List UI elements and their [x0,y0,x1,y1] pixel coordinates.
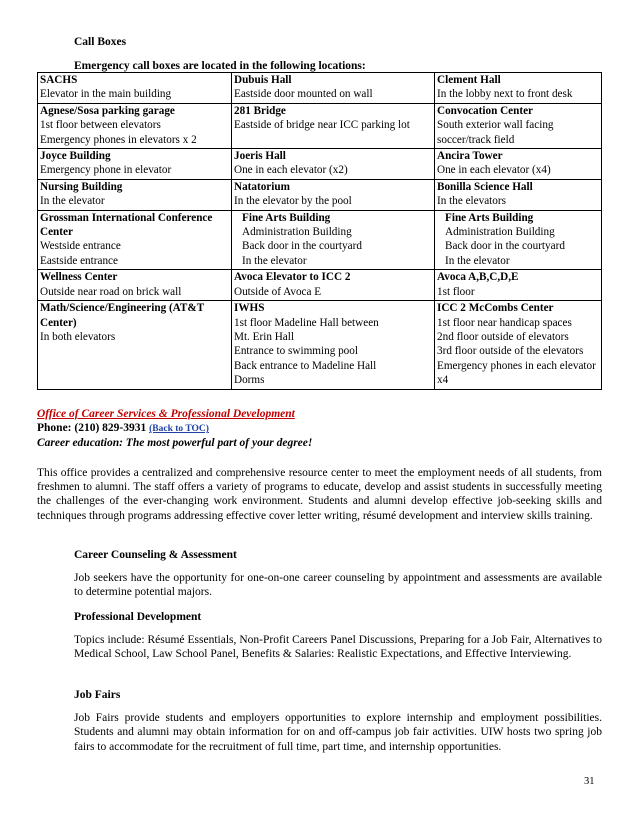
location-detail: Eastside door mounted on wall [234,88,373,101]
location-detail: Administration Building [242,226,352,239]
section-text: Job seekers have the opportunity for one-on-one career counseling by appointment and assessments are available to determine potential majors. [74,572,602,599]
location-name: Joeris Hall [234,150,286,163]
call-box-cell [38,73,232,104]
location-name: Avoca Elevator to ICC 2 [234,271,351,284]
location-name: Avoca A,B,C,D,E [437,271,519,284]
call-box-cell [232,210,435,270]
office-title[interactable]: Office of Career Services & Professional Development [37,408,295,420]
location-detail: In the elevator [40,195,105,208]
page-number: 31 [584,776,595,787]
location-detail: In the lobby next to front desk [437,88,573,101]
call-box-cell [435,210,602,270]
section-heading: Job Fairs [74,689,121,701]
location-name: Fine Arts Building [242,211,331,224]
location-detail: South exterior wall facing soccer/track field [437,119,554,146]
call-box-cell [435,103,602,148]
location-name: SACHS [40,74,78,86]
location-detail: In the elevator [242,254,307,267]
call-box-cell [38,179,232,210]
location-detail: Eastside of bridge near ICC parking lot [234,119,410,132]
call-boxes-intro: Emergency call boxes are located in the following locations: [74,60,366,72]
section-career-counseling [74,548,602,600]
location-detail: Entrance to swimming pool [234,345,358,358]
location-name: ICC 2 McCombs Center [437,302,554,315]
call-box-cell [232,179,435,210]
call-box-row [38,270,602,301]
location-name: Wellness Center [40,271,118,284]
location-detail: Eastside entrance [40,254,118,267]
call-box-cell [38,103,232,148]
location-detail: 2nd floor outside of elevators [437,330,569,343]
career-intro-paragraph: This office provides a centralized and comprehensive resource center to meet the employment needs of all students, from freshmen to alumni. The staff offers a variety of programs to educate, develop and assist students in successfully meeting the challenges of the ever-changing work environment. Students and alumni develop effective job-seeking skills and techniques through programs addressing effective cover letter writing, résumé development and interview skills training. [37,467,602,522]
phone-number: Phone: (210) 829-3931 [37,422,147,435]
location-detail: Emergency phone in elevator [40,164,172,177]
location-detail: Elevator in the main building [40,88,172,101]
call-box-cell [38,301,232,389]
call-box-cell [435,270,602,301]
location-detail: In both elevators [40,330,116,343]
location-detail: 1st floor [437,285,475,298]
location-detail: Dorms [234,374,265,387]
call-box-cell [232,270,435,301]
call-box-row [38,103,602,148]
location-detail: 1st floor Madeline Hall between [234,316,379,329]
call-boxes-heading: Call Boxes [74,36,127,48]
section-text: Job Fairs provide students and employers opportunities to explore internship and employment possibilities. Students and alumni may obtain information for on and off-campus job fair activities. UIW hosts two spring job fairs to accommodate for the recruitment of full time, part time, and internship opportunities. [74,712,602,753]
location-name: Convocation Center [437,104,534,117]
location-name: Nursing Building [40,180,123,193]
location-name: Clement Hall [437,74,501,86]
call-box-table-body [38,73,602,390]
call-box-cell [232,73,435,104]
location-detail: 1st floor near handicap spaces [437,316,572,329]
section-job-fairs [74,688,602,754]
tagline: Career education: The most powerful part of your degree! [37,437,313,450]
section-text: Topics include: Résumé Essentials, Non-Profit Careers Panel Discussions, Preparing for a Job Fair, Alternatives to Medical School, Law School Panel, Benefits & Salaries: Realistic Expectations, and Effective Interviewing. [74,634,602,661]
location-name: Math/Science/Engineering (AT&T Center) [40,302,204,329]
location-detail: 1st floor between elevators [40,119,161,132]
call-box-cell [435,149,602,180]
location-detail: Back door in the courtyard [242,240,362,253]
location-name: Ancira Tower [437,150,503,163]
call-box-table [37,72,602,390]
location-name: Natatorium [234,180,290,193]
phone-line [37,421,602,436]
section-heading: Professional Development [74,611,202,623]
call-box-cell [435,73,602,104]
location-detail: In the elevator by the pool [234,195,352,208]
location-detail: One in each elevator (x4) [437,164,551,177]
location-detail: Emergency phones in each elevator x4 [437,359,596,387]
call-box-cell [38,270,232,301]
call-box-row [38,149,602,180]
call-box-cell [435,179,602,210]
location-name: Joyce Building [40,150,111,163]
back-to-toc-link[interactable]: (Back to TOC) [149,424,209,435]
location-detail: In the elevators [437,195,506,208]
call-box-row [38,179,602,210]
location-name: 281 Bridge [234,104,286,117]
location-detail: Back entrance to Madeline Hall [234,359,377,372]
location-name: Grossman International Conference Center [40,211,213,239]
location-detail: 3rd floor outside of the elevators [437,345,584,358]
section-professional-development [74,610,602,662]
call-box-row [38,301,602,389]
location-name: Bonilla Science Hall [437,180,533,193]
location-detail: Emergency phones in elevators x 2 [40,133,197,146]
location-detail: Back door in the courtyard [445,240,565,253]
call-box-row [38,210,602,270]
section-heading: Career Counseling & Assessment [74,549,237,561]
location-detail: One in each elevator (x2) [234,164,348,177]
call-box-cell [435,301,602,389]
location-name: Fine Arts Building [445,211,534,224]
location-detail: Outside near road on brick wall [40,285,182,298]
location-name: Agnese/Sosa parking garage [40,104,175,117]
call-box-cell [232,103,435,148]
location-detail: Outside of Avoca E [234,285,322,298]
location-name: Dubuis Hall [234,74,292,86]
location-detail: Administration Building [445,226,555,239]
location-name: IWHS [234,302,265,315]
call-box-cell [232,301,435,389]
location-detail: Mt. Erin Hall [234,330,294,343]
location-detail: Westside entrance [40,240,121,253]
call-box-cell [38,210,232,270]
career-services-header [37,407,602,451]
call-box-row [38,73,602,104]
location-detail: In the elevator [445,254,510,267]
call-box-cell [38,149,232,180]
call-box-cell [232,149,435,180]
